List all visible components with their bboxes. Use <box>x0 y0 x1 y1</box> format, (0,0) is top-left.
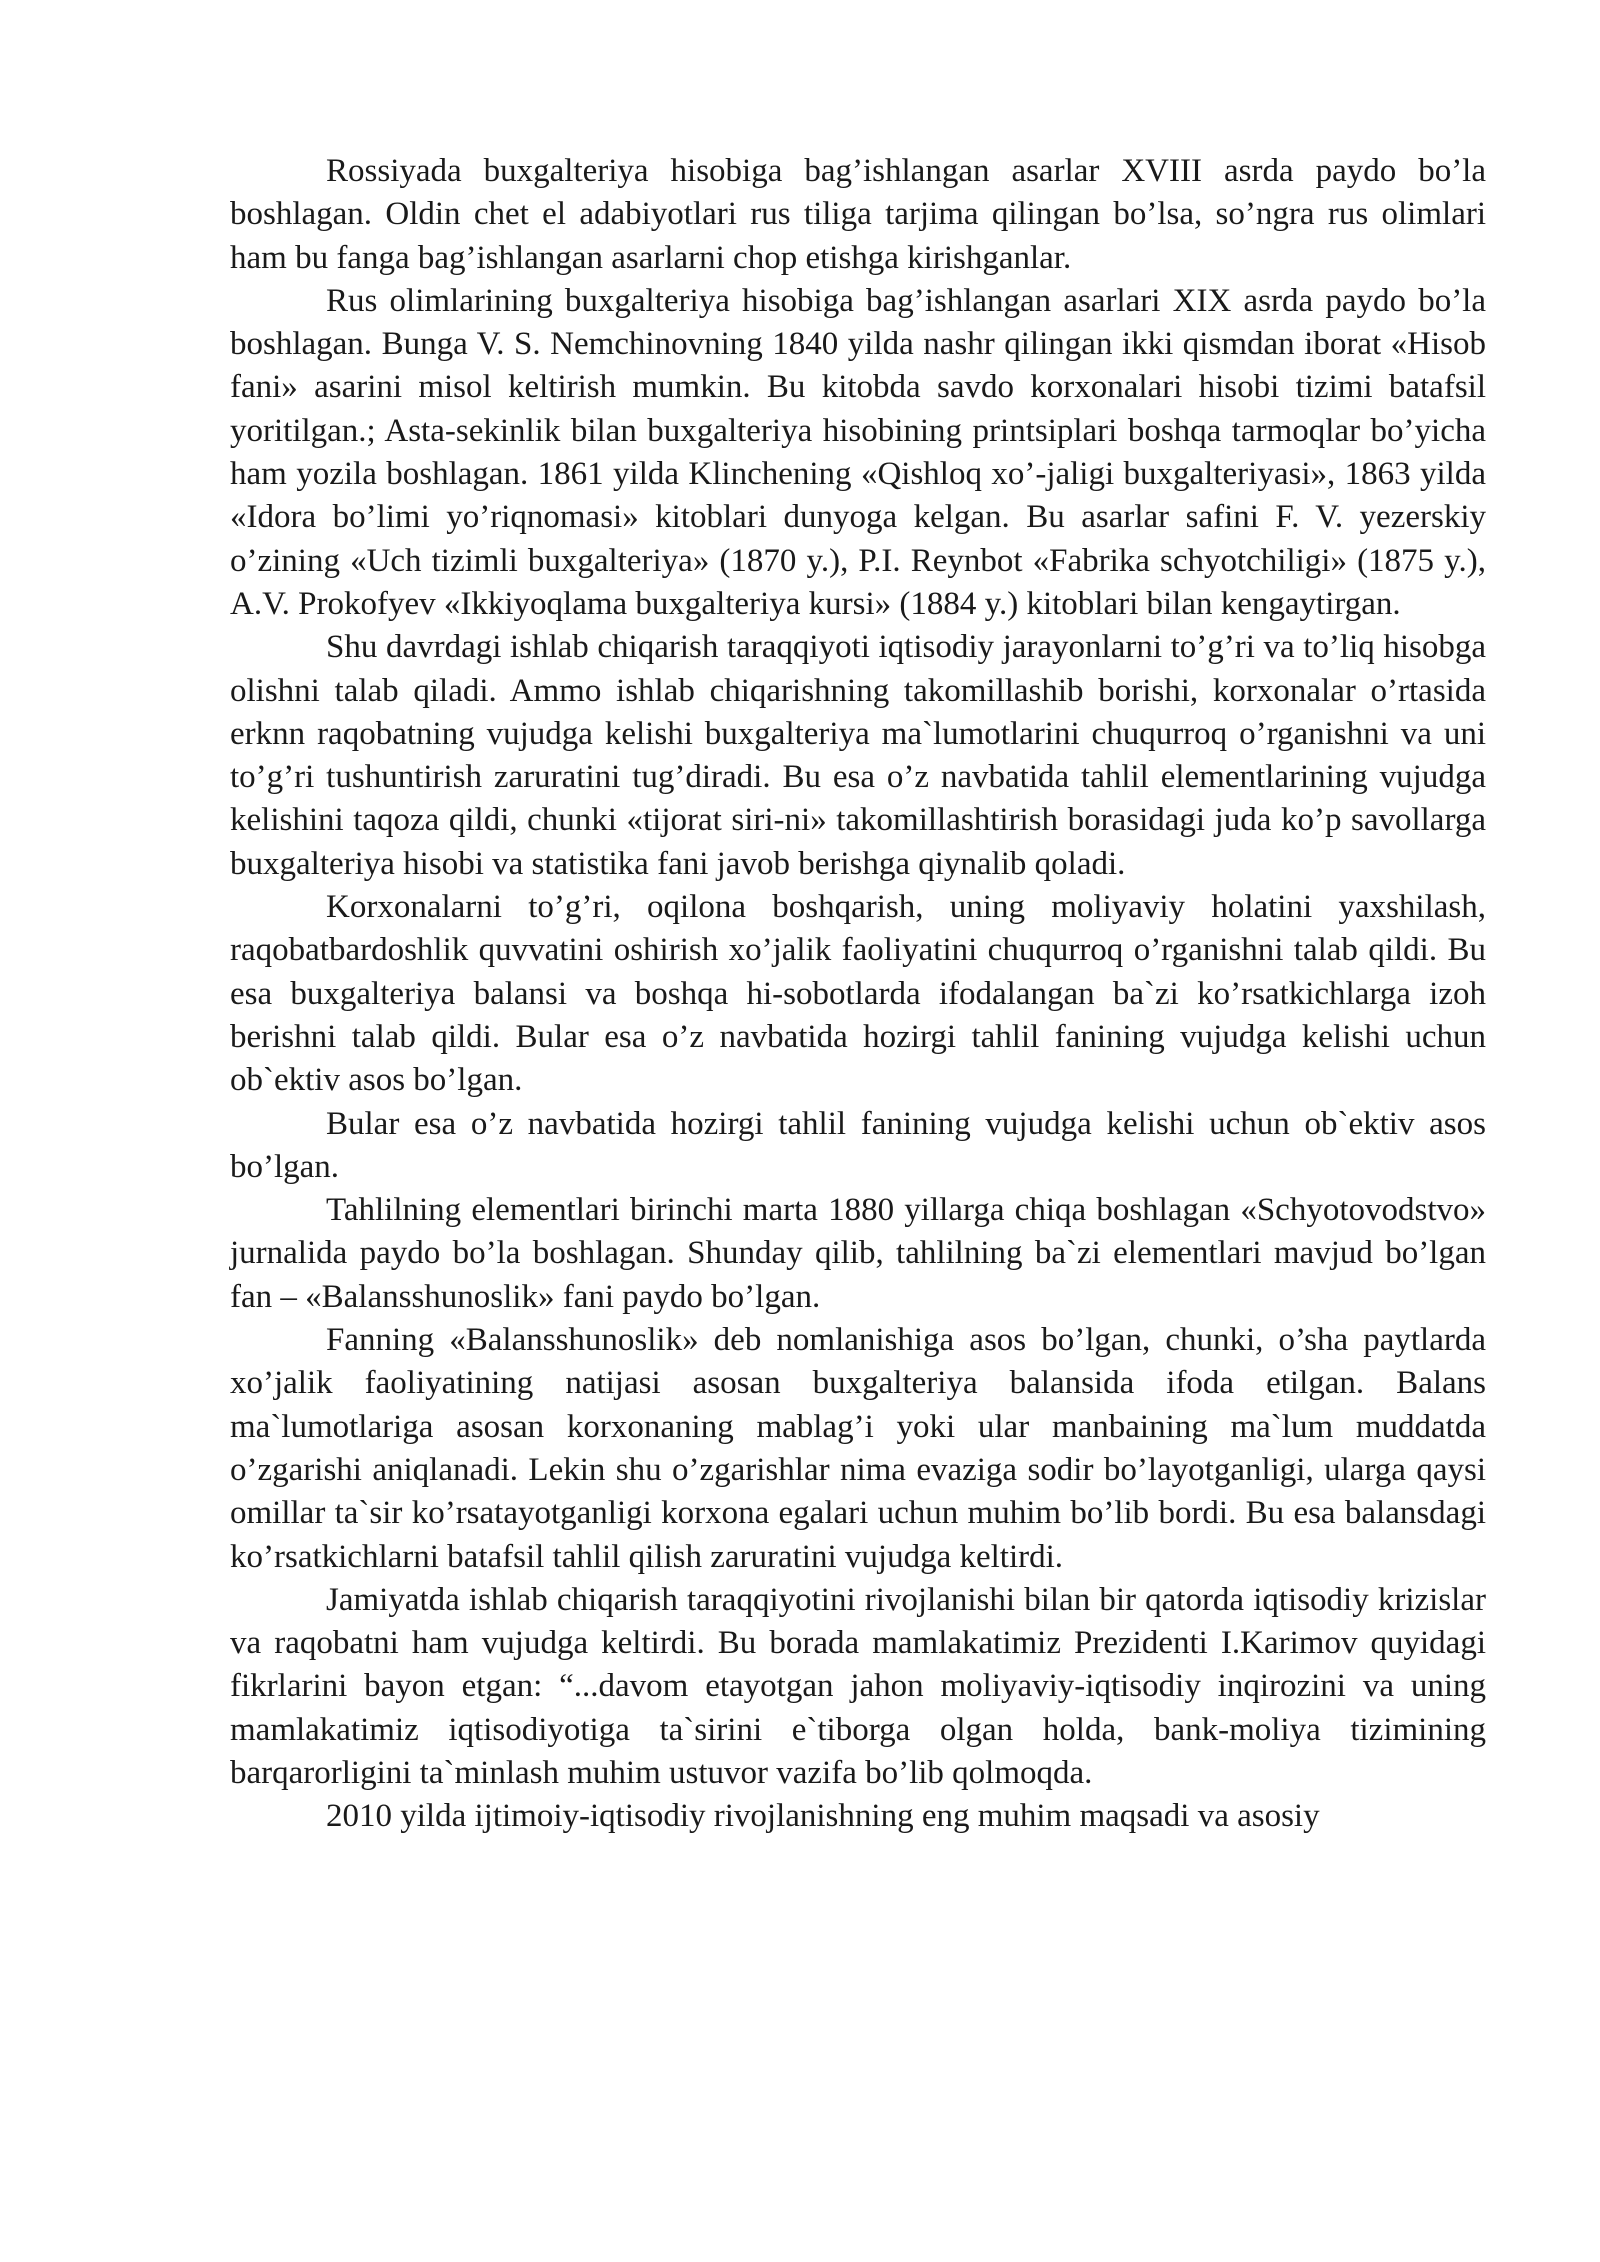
paragraph-4: Korxonalarni to’g’ri, oqilona boshqarish, uning moliyaviy holatini yaxshilash, raqobatbardoshlik quvvatini oshirish xo’jalik faoliyatini chuqurroq o’rganishni talab qildi. Bu esa buxgalteriya balansi va boshqa hi-sobotlarda ifodalangan ba`zi ko’rsatkichlarga izoh berishni talab qildi. Bular esa o’z navbatida hozirgi tahlil fanining vujudga kelishi uchun ob`ektiv asos bo’lgan. <box>230 889 1486 1099</box>
paragraph-8: Jamiyatda ishlab chiqarish taraqqiyotini rivojlanishi bilan bir qatorda iqtisodiy krizislar va raqobatni ham vujudga keltirdi. Bu borada mamlakatimiz Prezidenti I.Karimov quyidagi fikrlarini bayon etgan: “...davom etayotgan jahon moliyaviy-iqtisodiy inqirozini va uning mamlakatimiz iqtisodiyotiga ta`sirini e`tiborga olgan holda, bank-moliya tizimining barqarorligini ta`minlash muhim ustuvor vazifa bo’lib qolmoqda. <box>230 1581 1486 1791</box>
body-text <box>230 150 1486 1839</box>
paragraph-6: Tahlilning elementlari birinchi marta 1880 yillarga chiqa boshlagan «Schyotovodstvo» jurnalida paydo bo’la boshlagan. Shunday qilib, tahlilning ba`zi elementlari mavjud bo’lgan fan – «Balansshunoslik» fani paydo bo’lgan. <box>230 1192 1486 1315</box>
paragraph-7: Fanning «Balansshunoslik» deb nomlanishiga asos bo’lgan, chunki, o’sha paytlarda xo’jalik faoliyatining natijasi asosan buxgalteriya balansida ifoda etilgan. Balans ma`lumotlariga asosan korxonaning mablag’i yoki ular manbaining ma`lum muddatda o’zgarishi aniqlanadi. Lekin shu o’zgarishlar nima evaziga sodir bo’layotganligi, ularga qaysi omillar ta`sir ko’rsatayotganligi korxona egalari uchun muhim bo’lib bordi. Bu esa balansdagi ko’rsatkichlarni batafsil tahlil qilish zaruratini vujudga keltirdi. <box>230 1322 1486 1575</box>
paragraph-5: Bular esa o’z navbatida hozirgi tahlil fanining vujudga kelishi uchun ob`ektiv asos bo’lgan. <box>230 1105 1486 1185</box>
paragraph-3: Shu davrdagi ishlab chiqarish taraqqiyoti iqtisodiy jarayonlarni to’g’ri va to’liq hisobga olishni talab qiladi. Ammo ishlab chiqarishning takomillashib borishi, korxonalar o’rtasida erknn raqobatning vujudga kelishi buxgalteriya ma`lumotlarini chuqurroq o’rganishni va uni to’g’ri tushuntirish zaruratini tug’diradi. Bu esa o’z navbatida tahlil elementlarining vujudga kelishini taqoza qildi, chunki «tijorat siri-ni» takomillashtirish borasidagi juda ko’p savollarga buxgalteriya hisobi va statistika fani javob berishga qiynalib qoladi. <box>230 629 1486 882</box>
paragraph-9: 2010 yilda ijtimoiy-iqtisodiy rivojlanishning eng muhim maqsadi va asosiy <box>326 1798 1320 1835</box>
paragraph-2: Rus olimlarining buxgalteriya hisobiga bag’ishlangan asarlari XIX asrda paydo bo’la boshlagan. Bunga V. S. Nemchinovning 1840 yilda nashr qilingan ikki qismdan iborat «Hisob fani» asarini misol keltirish mumkin. Bu kitobda savdo korxonalari hisobi tizimi batafsil yoritilgan.; Asta-sekinlik bilan buxgalteriya hisobining printsiplari boshqa tarmoqlar bo’yicha ham yozila boshlagan. 1861 yilda Klinchening «Qishloq xo’-jaligi buxgalteriyasi», 1863 yilda «Idora bo’limi yo’riqnomasi» kitoblari dunyoga kelgan. Bu asarlar safini F. V. yezerskiy o’zining «Uch tizimli buxgalteriya» (1870 y.), P.I. Reynbot «Fabrika schyotchiligi» (1875 y.), A.V. Prokofyev «Ikkiyoqlama buxgalteriya kursi» (1884 y.) kitoblari bilan kengaytirgan. <box>230 282 1486 622</box>
paragraph-1: Rossiyada buxgalteriya hisobiga bag’ishlangan asarlar XVIII asrda paydo bo’la boshlagan. Oldin chet el adabiyotlari rus tiliga tarjima qilingan bo’lsa, so’ngra rus olimlari ham bu fanga bag’ishlangan asarlarni chop etishga kirishganlar. <box>230 153 1486 276</box>
